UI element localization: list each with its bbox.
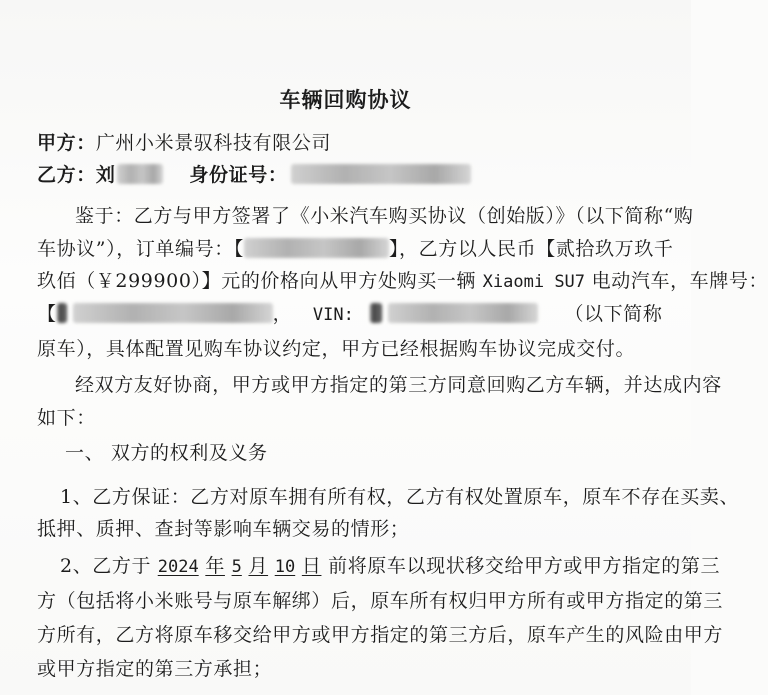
party-b-line [37,162,471,188]
clause-2-month: 5 [231,557,242,577]
document-title: 车辆回购协议 [279,88,412,112]
preamble-line-1: 鉴于：乙方与甲方签署了《小米汽车购买协议（创始版）》（以下简称“购 [75,205,694,227]
clause-1-line-1: 1、乙方保证：乙方对原车拥有所有权，乙方有权处置原车，原车不存在买卖、 [60,486,740,508]
preamble-line-2-a: 车协议”），订单编号：【 [37,238,244,260]
redacted-plate-start [57,303,67,323]
redacted-party-b-name [117,164,163,184]
preamble-line-4 [37,301,662,328]
section-1-heading: 一、 双方的权利及义务 [65,442,268,464]
preamble-line-3-b: 电动汽车，车牌号： [591,270,768,292]
preamble-line-5: 原车），具体配置见购车协议约定，甲方已经根据购车协议完成交付。 [37,338,636,360]
vin-label: VIN: [312,305,354,325]
clause-2-line-1 [60,553,720,580]
preamble-line-2 [37,236,673,262]
clause-1-line-2: 抵押、质押、查封等影响车辆交易的情形； [37,518,410,540]
party-a-line [37,130,331,156]
party-b-label: 乙方： [37,164,96,186]
clause-2-line-2: 方（包括将小米账号与原车解绑）后，原车所有权归甲方所有或甲方指定的第三 [37,590,724,612]
redacted-order-number [244,238,389,258]
clause-2-line-4: 或甲方指定的第三方承担； [37,658,273,680]
clause-2-year-unit: 年 [205,555,225,577]
clause-2-line-3: 方所有，乙方将原车移交给甲方或甲方指定的第三方后，原车产生的风险由甲方 [37,624,724,646]
agreement-line-2: 如下： [37,407,96,429]
redacted-vin-start [370,303,382,323]
clause-2-line-1-b: 前将原车以现状移交给甲方或甲方指定的第三 [328,555,721,577]
preamble-line-2-b: 】，乙方以人民币【贰拾玖万玖千 [388,238,674,260]
party-a-value: 广州小米景驭科技有限公司 [95,132,332,154]
party-b-id-label: 身份证号： [189,164,288,186]
car-model: Xiaomi SU7 [482,272,586,292]
preamble-line-4-b: ， [272,303,293,325]
clause-2-month-unit: 月 [248,555,269,577]
clause-2-line-1-a: 2、乙方于 [60,555,152,577]
clause-2-day-unit: 日 [301,555,322,577]
preamble-line-3 [37,268,768,295]
redacted-id-number [291,164,471,184]
redacted-vin [388,303,538,323]
preamble-line-3-a: 玖佰（￥299900）】元的价格向从甲方处购买一辆 [37,270,477,292]
redacted-plate-number [73,303,273,323]
party-b-name: 刘 [95,164,116,186]
preamble-line-4-a: 【 [37,303,57,325]
party-a-label: 甲方： [37,132,96,154]
clause-2-day: 10 [274,557,296,577]
agreement-line-1: 经双方友好协商，甲方或甲方指定的第三方同意回购乙方车辆，并达成内容 [75,374,722,396]
preamble-line-4-c: （以下简称 [564,303,663,325]
clause-2-year: 2024 [157,557,199,577]
